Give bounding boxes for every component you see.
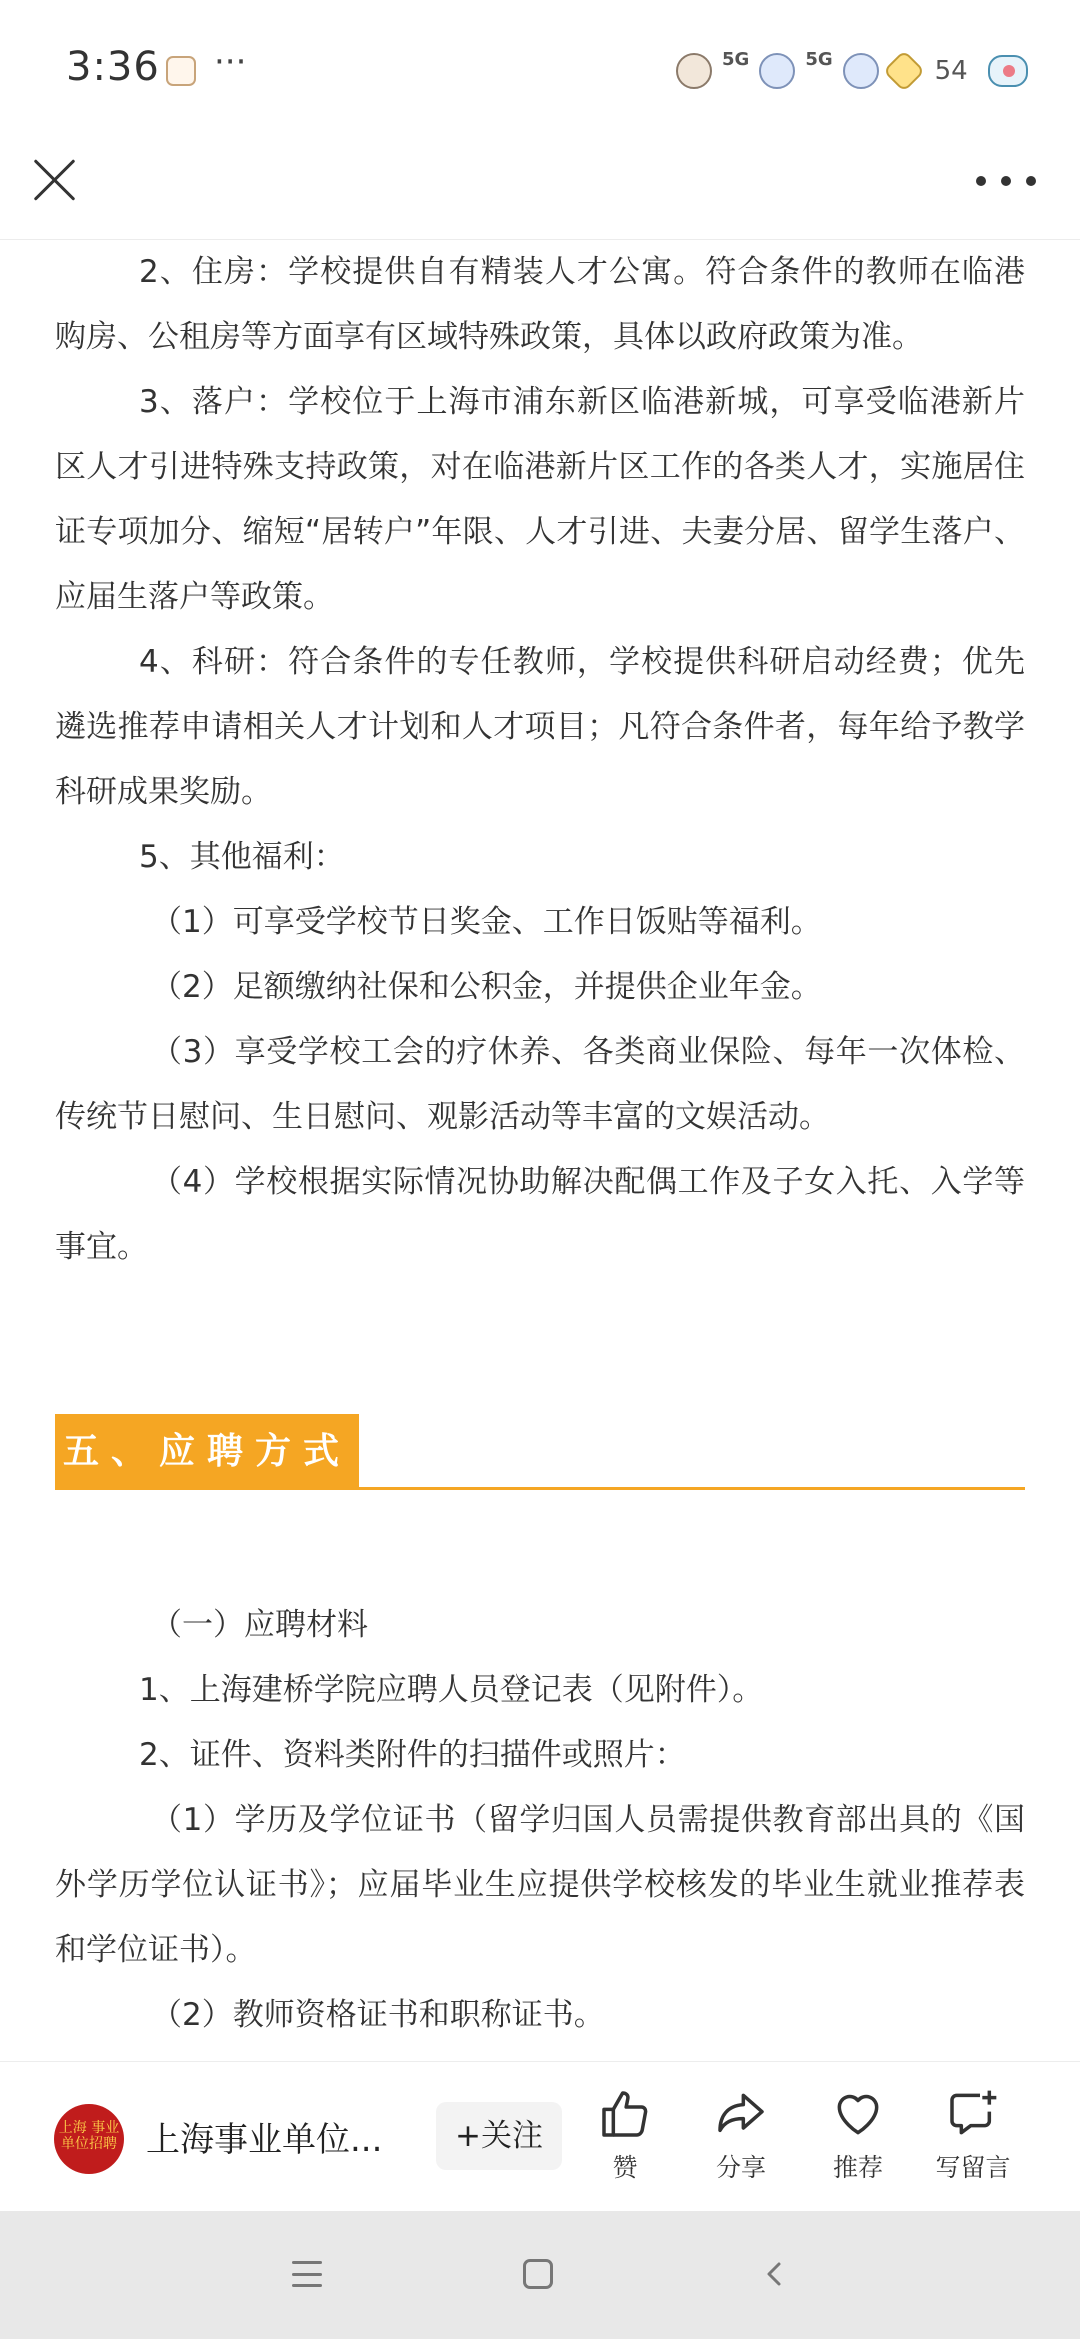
comment-add-icon <box>945 2086 1001 2142</box>
menu-icon[interactable] <box>292 2261 322 2287</box>
star-icon <box>882 50 924 92</box>
signal-5g-icon <box>759 53 795 89</box>
signal-5g-label-1: 5G <box>722 48 750 70</box>
section-title: 五、应聘方式 <box>55 1414 359 1490</box>
article-paragraph: 4、科研：符合条件的专任教师，学校提供科研启动经费；优先遴选推荐申请相关人才计划和人才项目；凡符合条件者，每年给予教学科研成果奖励。 <box>55 644 1025 810</box>
article-paragraph: （3）享受学校工会的疗休养、各类商业保险、每年一次体检、传统节日慰问、生日慰问、观影活动等丰富的文娱活动。 <box>55 1034 1025 1135</box>
thumbs-up-icon <box>597 2086 653 2142</box>
status-icons <box>676 48 1028 94</box>
article-paragraph: （1）可享受学校节日奖金、工作日饭贴等福利。 <box>151 904 822 940</box>
status-time: 3:36 <box>66 44 160 90</box>
article-body-section <box>55 1593 1025 2048</box>
article-paragraph: （一）应聘材料 <box>151 1607 368 1643</box>
article-paragraph: （1）学历及学位证书（留学归国人员需提供教育部出具的《国外学历学位认证书》；应届毕业生应提供学校核发的毕业生就业推荐表和学位证书）。 <box>55 1802 1025 1968</box>
recommend-button[interactable] <box>803 2086 913 2184</box>
comment-label: 写留言 <box>935 2153 1011 2182</box>
battery-icon <box>988 55 1028 87</box>
like-button[interactable] <box>570 2086 680 2184</box>
like-label: 赞 <box>612 2153 638 2182</box>
signal-5g-icon <box>843 53 879 89</box>
app-notification-icon <box>166 56 196 86</box>
status-bar <box>0 0 1080 140</box>
more-horizontal-icon[interactable] <box>976 166 1036 196</box>
battery-level: 54 <box>934 56 968 86</box>
section-heading <box>55 1414 1025 1490</box>
article-paragraph: （2）教师资格证书和职称证书。 <box>151 1997 605 2033</box>
signal-5g-label-2: 5G <box>805 48 833 70</box>
top-bar <box>0 140 1080 240</box>
system-navigation-bar <box>0 2211 1080 2339</box>
close-icon[interactable] <box>28 154 80 206</box>
status-more-indicator: ··· <box>214 42 247 82</box>
article-paragraph: （2）足额缴纳社保和公积金，并提供企业年金。 <box>151 969 822 1005</box>
recommend-label: 推荐 <box>832 2153 883 2182</box>
pet-icon <box>676 53 712 89</box>
article-paragraph: （4）学校根据实际情况协助解决配偶工作及子女入托、入学等事宜。 <box>55 1164 1025 1265</box>
article-paragraph: 3、落户：学校位于上海市浦东新区临港新城，可享受临港新片区人才引进特殊支持政策，对在临港新片区工作的各类人才，实施居住证专项加分、缩短“居转户”年限、人才引进、夫妻分居、留学生落户、应届生落户等政策。 <box>55 384 1025 615</box>
home-icon[interactable] <box>523 2259 553 2289</box>
share-button[interactable] <box>686 2086 796 2184</box>
article-paragraph: 2、住房：学校提供自有精装人才公寓。符合条件的教师在临港购房、公租房等方面享有区域特殊政策，具体以政府政策为准。 <box>55 254 1025 355</box>
share-icon <box>713 2086 769 2142</box>
account-avatar[interactable]: 上海 事业单位招聘 <box>54 2104 124 2174</box>
article-body <box>55 240 1025 1280</box>
share-label: 分享 <box>715 2153 766 2182</box>
heart-icon <box>830 2086 886 2142</box>
follow-button[interactable]: +关注 <box>436 2102 562 2170</box>
article-paragraph: 1、上海建桥学院应聘人员登记表（见附件）。 <box>139 1672 764 1708</box>
bottom-action-bar <box>0 2061 1080 2211</box>
account-name[interactable]: 上海事业单位... <box>146 2120 383 2160</box>
article-paragraph: 5、其他福利： <box>139 839 345 875</box>
back-icon[interactable] <box>760 2259 790 2289</box>
article-paragraph: 2、证件、资料类附件的扫描件或照片： <box>139 1737 686 1773</box>
comment-button[interactable] <box>918 2086 1028 2184</box>
